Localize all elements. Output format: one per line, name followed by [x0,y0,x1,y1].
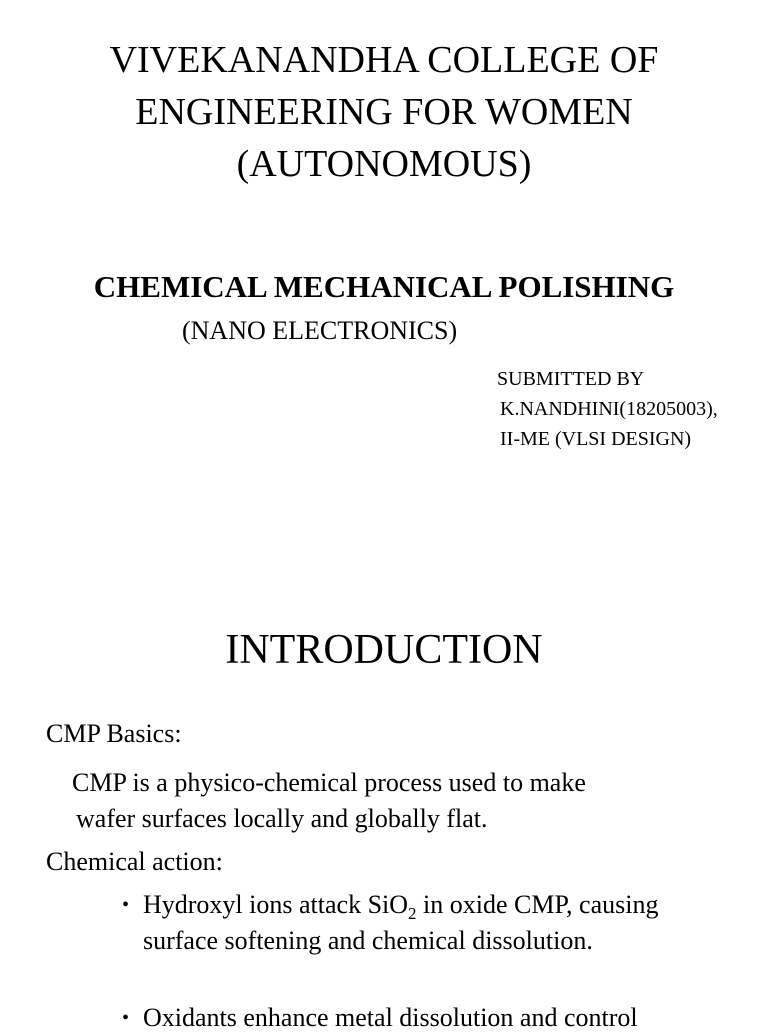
topic-title: CHEMICAL MECHANICAL POLISHING [93,269,675,304]
subscript-two: 2 [408,904,417,923]
cmp-description-line-1: CMP is a physico-chemical process used to make [72,768,586,797]
bullet-text-pre: Hydroxyl ions attack SiO [143,890,409,919]
bullet-text: Oxidants enhance metal dissolution and control [143,1003,638,1032]
bullet-text [122,887,722,959]
student-course: II-ME (VLSI DESIGN) [500,428,692,450]
college-name [0,34,768,190]
college-name-line-2: ENGINEERING FOR WOMEN [135,91,633,133]
subject-subtitle: (NANO ELECTRONICS) [182,316,458,345]
bullet-item [122,1000,722,1036]
cmp-basics-label: CMP Basics: [46,719,182,748]
college-name-line-3: (AUTONOMOUS) [236,143,532,185]
cmp-description [72,765,732,837]
bullet-item [122,887,722,959]
student-name: K.NANDHINI(18205003), [500,398,718,420]
bullet-text-post: in oxide CMP, causing surface softening and chemical dissolution. [143,890,659,955]
chemical-action-label: Chemical action: [46,847,223,876]
submitted-by-label: SUBMITTED BY [497,368,645,390]
submission-block [497,364,718,454]
introduction-heading: INTRODUCTION [225,627,543,673]
college-name-line-1: VIVEKANANDHA COLLEGE OF [109,39,659,81]
bullet-dot-icon: • [122,894,130,916]
cmp-description-line-2: wafer surfaces locally and globally flat. [76,804,488,833]
bullet-dot-icon: • [122,1007,130,1029]
